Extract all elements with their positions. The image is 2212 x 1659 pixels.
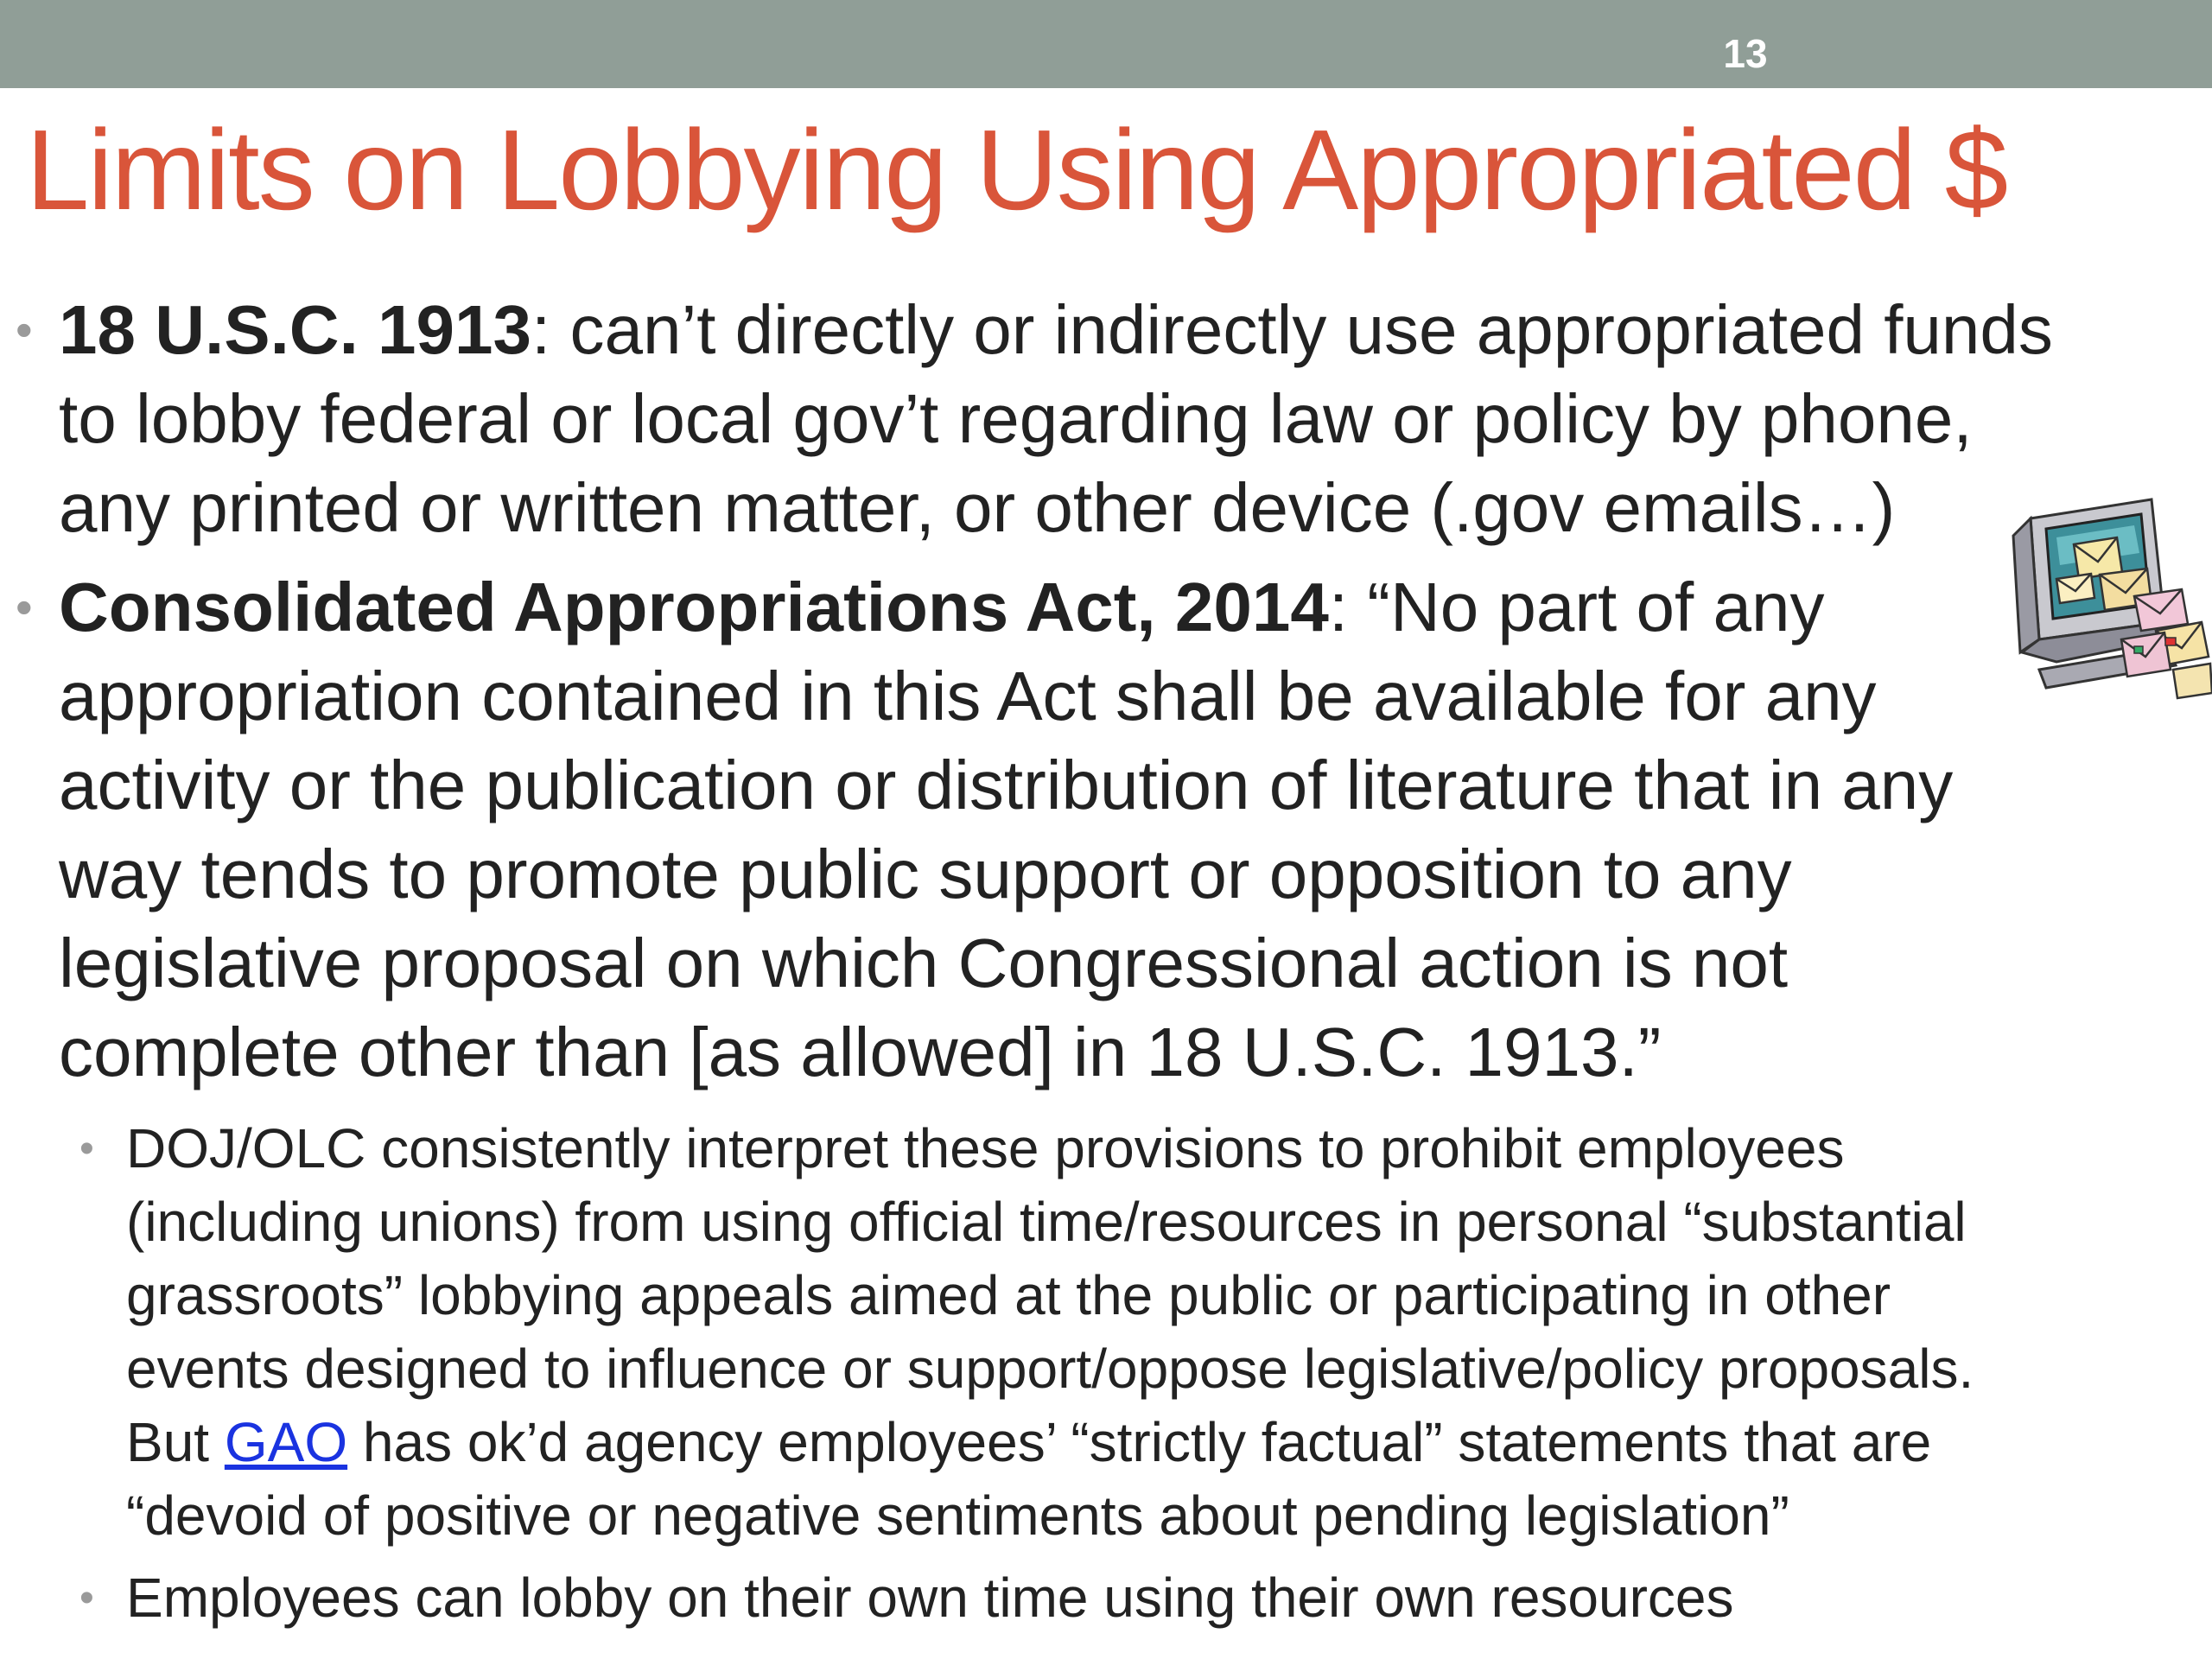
sub-bullet-text: “devoid of positive or negative sentiments about pending legislation”	[126, 1484, 1789, 1547]
sub-bullet-text: events designed to influence or support/oppose legislative/policy proposals.	[126, 1338, 1974, 1400]
slide-body	[0, 285, 2212, 1635]
bullet-text: activity or the publication or distribution of literature that in any	[59, 747, 1954, 823]
bullet-text: to lobby federal or local gov’t regarding law or policy by phone,	[59, 380, 1973, 457]
bullet-dot-icon: •	[16, 580, 33, 634]
gao-link[interactable]: GAO	[224, 1411, 348, 1473]
sub-bullet-text: DOJ/OLC consistently interpret these provisions to prohibit employees	[126, 1117, 1845, 1179]
bullet-text: way tends to promote public support or opposition to any	[59, 836, 1792, 912]
bullet-text: complete other than [as allowed] in 18 U.S.C. 1913.”	[59, 1014, 1662, 1090]
sub-bullet-text: But	[126, 1411, 225, 1473]
slide-title: Limits on Lobbying Using Appropriated $	[26, 106, 2007, 233]
bullet-text: : “No part of any	[1328, 569, 1825, 645]
sub-bullet-text: has ok’d agency employees’ “strictly factual” statements that are	[347, 1411, 1932, 1473]
bullet-dot-icon: •	[79, 1575, 94, 1621]
sub-bullet-doj-olc	[0, 1112, 2212, 1553]
sub-bullet-text: Employees can lobby on their own time using their own resources	[126, 1567, 1734, 1629]
sub-bullet-text: (including unions) from using official time/resources in personal “substantial	[126, 1191, 1967, 1253]
bullet-text: legislative proposal on which Congressional action is not	[59, 925, 1789, 1001]
bullet-lead: 18 U.S.C. 1913	[59, 291, 531, 368]
bullet-lead: Consolidated Appropriations Act, 2014	[59, 569, 1329, 645]
bullet-text: : can’t directly or indirectly use appropriated funds	[531, 291, 2053, 368]
slide-number: 13	[1723, 31, 1768, 76]
bullet-dot-icon: •	[16, 302, 33, 357]
computer-with-mail-icon	[2005, 493, 2212, 717]
bullet-text: appropriation contained in this Act shall be available for any	[59, 658, 1877, 734]
bullet-text: any printed or written matter, or other device (.gov emails…)	[59, 469, 1896, 546]
bullet-usc-1913	[0, 285, 2212, 552]
sub-bullet-text: grassroots” lobbying appeals aimed at the public or participating in other	[126, 1264, 1891, 1326]
bullet-appropriations-act	[0, 563, 2212, 1096]
header-bar	[0, 0, 2212, 88]
sub-bullet-own-time	[0, 1561, 2212, 1635]
bullet-dot-icon: •	[79, 1126, 94, 1172]
